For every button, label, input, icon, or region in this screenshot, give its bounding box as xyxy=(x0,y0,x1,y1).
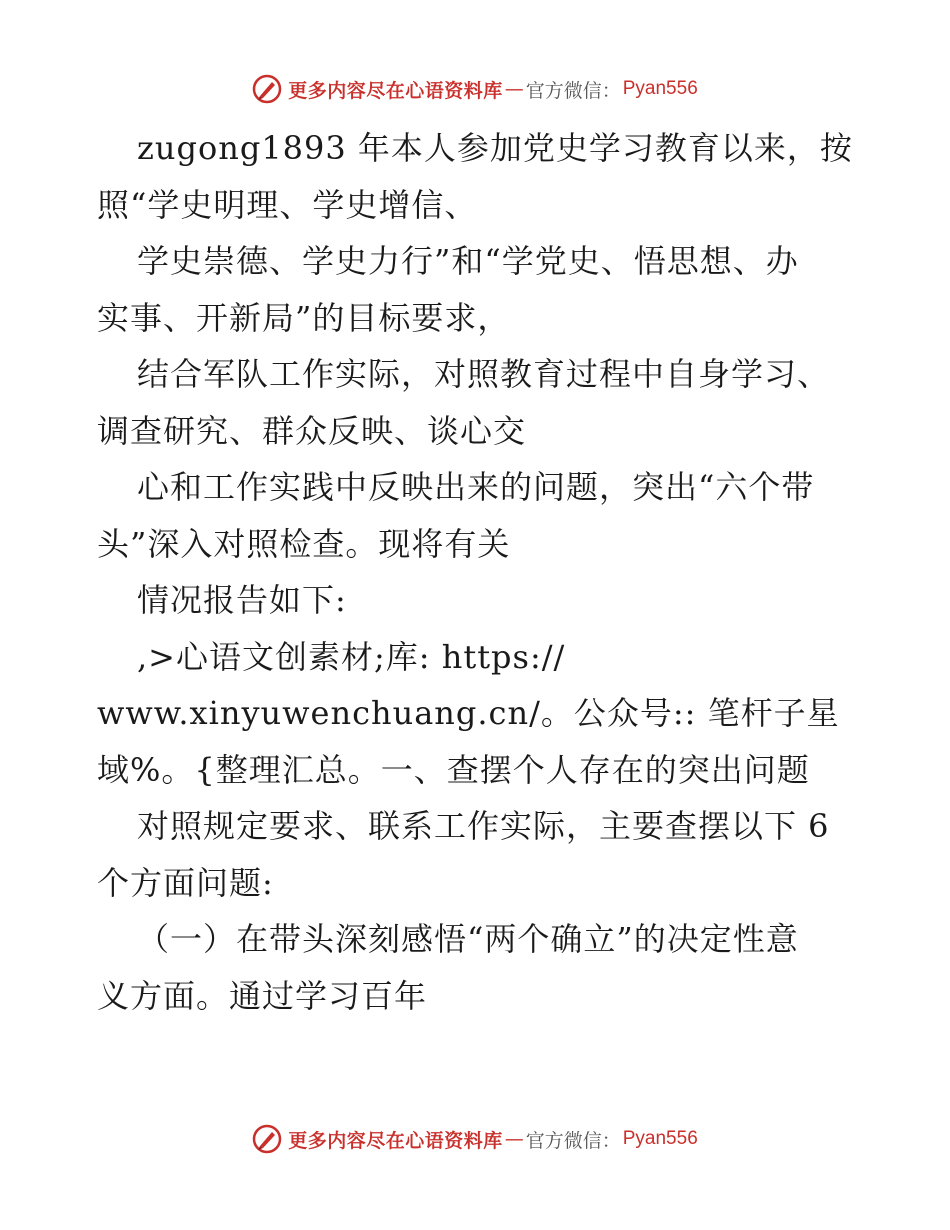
body-line: 个方面问题: xyxy=(97,863,274,902)
body-line: 对照规定要求、联系工作实际，主要查摆以下 6 xyxy=(137,807,830,845)
watermark-dash: — xyxy=(504,1128,524,1150)
watermark-dash: — xyxy=(504,78,524,100)
footer-watermark xyxy=(0,1122,950,1156)
body-line: www.xinyuwenchuang.cn/。公众号:: 笔杆子星 xyxy=(97,694,840,732)
watermark-wechat-id: Pyan556 xyxy=(622,1128,698,1149)
watermark-sub-text: 官方微信： xyxy=(525,1129,621,1152)
watermark-sub-text: 官方微信： xyxy=(525,79,621,102)
body-line: 照“学史明理、学史增信、 xyxy=(97,185,478,224)
body-line: 结合军队工作实际，对照教育过程中自身学习、 xyxy=(137,355,831,393)
body-line: 域%。{整理汇总。一、查摆个人存在的突出问题 xyxy=(97,750,810,789)
document-body xyxy=(97,120,857,1024)
body-line: zugong1893 年本人参加党史学习教育以来，按 xyxy=(137,129,853,167)
watermark-main-text: 更多内容尽在心语资料库 xyxy=(288,1129,503,1152)
watermark-main-text: 更多内容尽在心语资料库 xyxy=(288,79,503,102)
body-line: 学史崇德、学史力行”和“学党史、悟思想、办 xyxy=(137,242,799,280)
body-line: 实事、开新局”的目标要求， xyxy=(97,298,511,337)
body-line: 义方面。通过学习百年 xyxy=(97,976,428,1015)
body-line: ,>心语文创素材;库: https:// xyxy=(137,637,566,676)
quill-logo-icon xyxy=(252,74,282,104)
body-line: （一）在带头深刻感悟“两个确立”的决定性意 xyxy=(137,920,799,958)
body-line: 调查研究、群众反映、谈心交 xyxy=(97,411,527,450)
body-line: 情况报告如下: xyxy=(137,581,347,619)
watermark-wechat-id: Pyan556 xyxy=(622,78,698,99)
header-watermark xyxy=(0,72,950,106)
quill-logo-icon xyxy=(252,1124,282,1154)
body-line: 心和工作实践中反映出来的问题，突出“六个带 xyxy=(137,468,815,506)
body-line: 头”深入对照检查。现将有关 xyxy=(97,524,511,563)
